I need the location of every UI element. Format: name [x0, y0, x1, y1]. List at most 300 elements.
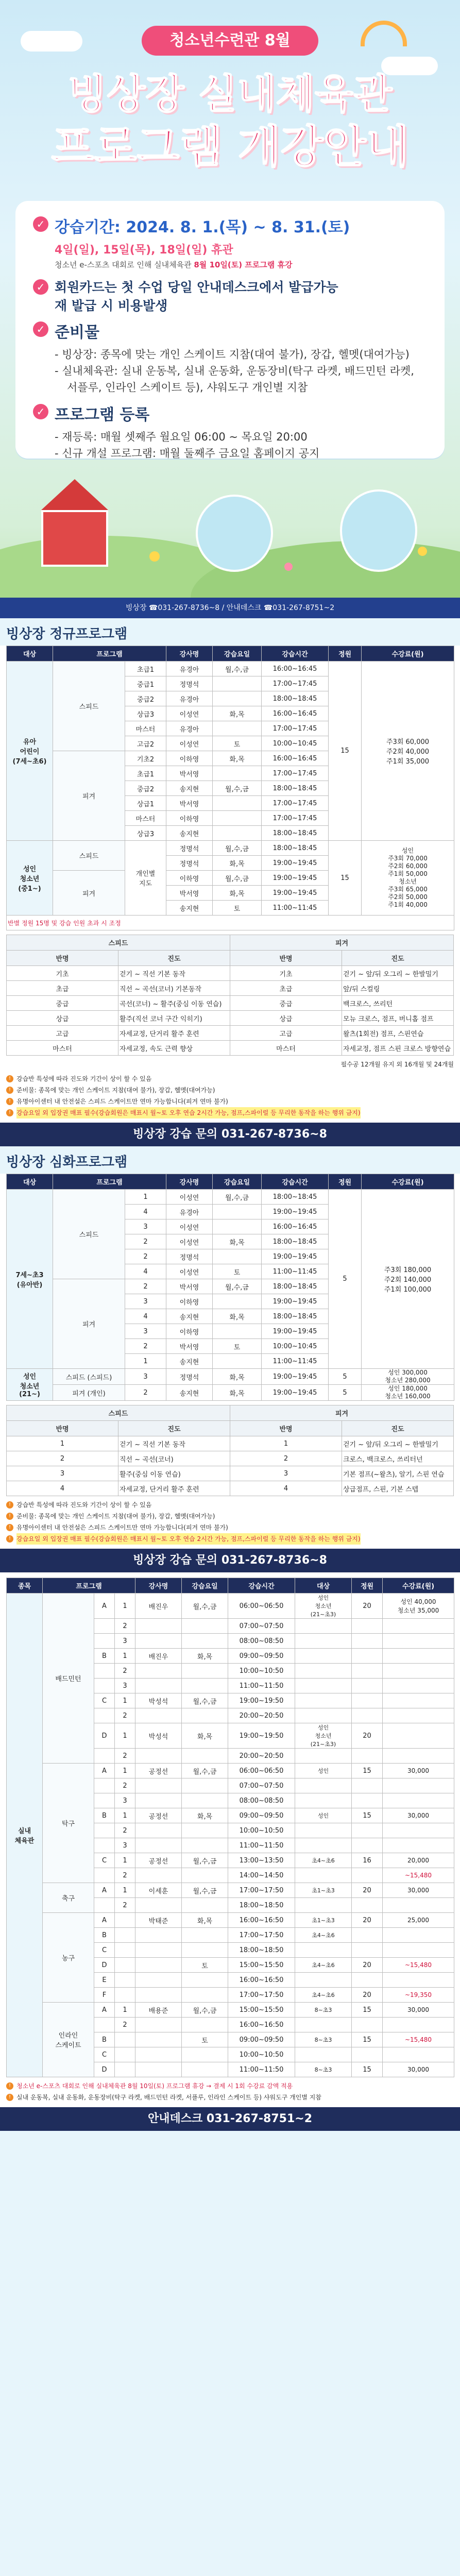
session-cell: 1	[115, 1649, 135, 1664]
legend-cell: 걷기 ~ 앞/뒤 오그리 ~ 한발밀기	[342, 1436, 454, 1451]
class-cell	[94, 1634, 115, 1649]
note-item	[6, 2092, 454, 2103]
days-cell: 화,목	[213, 856, 262, 871]
class-cell: D	[94, 2062, 115, 2077]
note-text: 강습반 특성에 따라 진도와 기간이 상이 할 수 있음	[16, 1075, 152, 1082]
days-cell	[213, 766, 262, 781]
note-text: 유명아이센터 내 안전설은 스피드 스케이트만 연마 가능합니다(피겨 연마 불가)	[16, 1524, 228, 1531]
instructor-cell: 송지현	[166, 901, 213, 916]
table-row	[7, 1883, 454, 1898]
capacity-cell: 15	[352, 2032, 383, 2047]
legend-cell: 초급	[230, 981, 342, 996]
section-title: 빙상장 정규프로그램	[0, 618, 460, 646]
legend-cell: 3	[7, 1466, 118, 1481]
target-cell	[295, 1823, 352, 1838]
session-cell: 2	[115, 1778, 135, 1793]
fee-cell	[383, 1679, 454, 1693]
prep-title: 준비물	[55, 324, 99, 342]
time-cell: 18:00~18:45	[262, 1279, 329, 1294]
time-cell: 17:00~17:45	[262, 676, 329, 691]
instructor-cell	[135, 1928, 182, 1943]
time-cell: 10:00~10:50	[228, 1823, 295, 1838]
time-cell: 18:00~18:45	[262, 826, 329, 841]
session-cell	[115, 2032, 135, 2047]
capacity-cell	[352, 1634, 383, 1649]
target-cell	[295, 1693, 352, 1708]
capacity-cell: 5	[329, 1369, 362, 1385]
legend-figure-title: 피겨	[230, 1405, 454, 1421]
warning-icon: !	[6, 1109, 13, 1116]
days-cell: 월,수,금	[213, 662, 262, 676]
check-icon: ✓	[33, 216, 48, 232]
col-header: 수강료(원)	[383, 1578, 454, 1594]
level-cell: 2	[125, 1234, 166, 1249]
col-header: 반명	[7, 1421, 118, 1436]
fee-cell: 30,000	[383, 2062, 454, 2077]
session-cell: 1	[115, 1808, 135, 1823]
section-title: 빙상장 심화프로그램	[0, 1146, 460, 1174]
session-cell: 2	[115, 1664, 135, 1679]
advanced-program-table	[6, 1174, 454, 1401]
instructor-cell: 공정선	[135, 1853, 182, 1868]
level-cell: 고급2	[125, 736, 166, 751]
days-cell	[182, 1943, 228, 1958]
table-row	[7, 1436, 454, 1451]
instructor-cell: 공정선	[135, 1764, 182, 1778]
legend-cell: 자세교정, 단거리 활주 훈련	[118, 1481, 230, 1496]
fee-cell: 20,000	[383, 1853, 454, 1868]
days-cell	[213, 1324, 262, 1339]
legend-cell: 자세교정, 속도 근력 향상	[118, 1041, 230, 1056]
time-cell: 10:00~10:45	[262, 1339, 329, 1354]
legend-cell: 마스터	[7, 1041, 118, 1056]
col-header: 진도	[342, 1421, 454, 1436]
fee-cell: 주3회 180,000 주2회 140,000 주1회 100,000	[362, 1190, 454, 1369]
col-header: 대상	[7, 646, 53, 662]
time-cell: 13:00~13:50	[228, 1853, 295, 1868]
fee-cell: ~15,480	[383, 1958, 454, 1973]
instructor-cell	[135, 2062, 182, 2077]
legend-cell: 3	[230, 1466, 342, 1481]
instructor-cell: 이하영	[166, 751, 213, 766]
instructor-cell: 이성연	[166, 1264, 213, 1279]
time-cell: 16:00~16:45	[262, 706, 329, 721]
note-item	[6, 1084, 454, 1096]
days-cell	[182, 1973, 228, 1988]
capacity-cell	[352, 1943, 383, 1958]
fee-cell: ~19,350	[383, 1988, 454, 2003]
hero-title-line2: 프로그램 개강안내	[51, 121, 409, 173]
capacity-cell: 15	[352, 2003, 383, 2018]
time-cell: 06:00~06:50	[228, 1594, 295, 1619]
legend-cell: 기본 점프(~왈츠), 알기, 스핀 연습	[342, 1466, 454, 1481]
days-cell: 월,수,금	[213, 1279, 262, 1294]
instructor-cell: 이성연	[166, 736, 213, 751]
instructor-cell	[135, 1973, 182, 1988]
days-cell	[213, 1219, 262, 1234]
section-advanced-program	[0, 1146, 460, 1572]
note-text: 준비물: 종목에 맞는 개인 스케이트 지참(대여 불가), 장갑, 헬멧(대여가능)	[16, 1513, 215, 1520]
days-cell	[213, 1249, 262, 1264]
note-text: 실내 운동복, 실내 운동화, 운동장비(탁구 라켓, 배드민턴 라켓, 서플루, 인라인 스케이트 등) 샤워도구 개인별 지참	[16, 2094, 321, 2101]
days-cell	[182, 1634, 228, 1649]
capacity-cell: 5	[329, 1385, 362, 1401]
col-header: 프로그램	[53, 646, 166, 662]
target-cell: 성인 청소년 (21~초3)	[295, 1723, 352, 1749]
fee-cell: 30,000	[383, 2003, 454, 2018]
col-header: 대상	[295, 1578, 352, 1594]
target-cell	[295, 2018, 352, 2032]
session-cell: 2	[115, 1823, 135, 1838]
legend-cell: 걷기 ~ 직선 기본 동작	[118, 1436, 230, 1451]
section-regular-program	[0, 618, 460, 1146]
instructor-cell: 공정선	[135, 1808, 182, 1823]
fee-cell	[383, 1928, 454, 1943]
time-cell: 15:00~15:50	[228, 2003, 295, 2018]
target-cell	[295, 1838, 352, 1853]
legend-cell: 곡선(코너) ~ 활주(중심 이동 연습)	[118, 996, 230, 1011]
session-cell: 1	[115, 1853, 135, 1868]
time-cell: 19:00~19:45	[262, 1294, 329, 1309]
legend-cell: 4	[230, 1481, 342, 1496]
hero-banner	[0, 0, 460, 618]
instructor-cell: 박서영	[166, 1339, 213, 1354]
target-cell	[295, 1619, 352, 1634]
instructor-cell: 박성석	[135, 1693, 182, 1708]
class-cell: C	[94, 2047, 115, 2062]
days-cell: 월,수,금	[182, 1594, 228, 1619]
days-cell	[213, 721, 262, 736]
days-cell	[182, 1664, 228, 1679]
fee-cell: 30,000	[383, 1883, 454, 1898]
days-cell	[213, 676, 262, 691]
col-header: 강습요일	[213, 646, 262, 662]
instructor-cell: 유경아	[166, 1205, 213, 1219]
capacity-cell	[352, 1778, 383, 1793]
instructor-cell: 이하영	[166, 871, 213, 886]
target-cell: 8~초3	[295, 2032, 352, 2047]
days-cell	[182, 1619, 228, 1634]
legend-cell: 중급	[230, 996, 342, 1011]
time-cell: 19:00~19:45	[262, 1324, 329, 1339]
class-cell: F	[94, 1988, 115, 2003]
session-cell: 1	[115, 1594, 135, 1619]
col-header: 반명	[230, 1421, 342, 1436]
note-item	[6, 1096, 454, 1107]
legend-cell: 활주(중심 이동 연습)	[118, 1466, 230, 1481]
instructor-cell: 유경아	[166, 721, 213, 736]
note-text: 강습요일 외 입장권 매표 필수(강습회원은 매표시 월~토 오후 연습 2시간 가능, 점프,스파이럴 등 무리한 동작을 하는 행위 금지)	[16, 1107, 361, 1118]
table-row	[7, 1041, 454, 1056]
time-cell: 17:00~17:45	[262, 721, 329, 736]
program-cell: 스피드	[53, 662, 125, 751]
mascot-skater-icon	[196, 495, 273, 572]
capacity-cell: 20	[352, 1958, 383, 1973]
time-cell: 10:00~10:45	[262, 736, 329, 751]
target-cell: 유아 어린이 (7세~초6)	[7, 662, 53, 841]
time-cell: 19:00~19:45	[262, 856, 329, 871]
time-cell: 10:00~10:50	[228, 1664, 295, 1679]
session-cell	[115, 1988, 135, 2003]
class-cell: A	[94, 2003, 115, 2018]
col-header: 반명	[230, 951, 342, 966]
col-header: 강습요일	[182, 1578, 228, 1594]
class-cell: A	[94, 1764, 115, 1778]
warning-icon: !	[6, 1075, 13, 1082]
time-cell: 19:00~19:45	[262, 871, 329, 886]
col-header: 진도	[118, 951, 230, 966]
session-cell: 2	[115, 2018, 135, 2032]
time-cell: 19:00~19:45	[262, 1249, 329, 1264]
legend-cell: 걷기 ~ 직선 기본 동작	[118, 966, 230, 981]
session-cell: 2	[115, 1749, 135, 1764]
program-cell: 축구	[43, 1883, 94, 1913]
prep-row	[33, 319, 427, 342]
days-cell: 월,수,금	[213, 841, 262, 856]
table-row	[7, 1026, 454, 1041]
target-cell: 초1~초3	[295, 1913, 352, 1928]
days-cell: 토	[182, 2032, 228, 2047]
level-cell: 4	[125, 1264, 166, 1279]
inquiry-bar: 빙상장 강습 문의 031-267-8736~8	[0, 1549, 460, 1572]
instructor-cell	[135, 1708, 182, 1723]
time-cell: 17:00~17:50	[228, 1928, 295, 1943]
days-cell	[213, 1205, 262, 1219]
time-cell: 18:00~18:45	[262, 841, 329, 856]
level-cell: 4	[125, 1205, 166, 1219]
prep-line1: - 빙상장: 종목에 맞는 개인 스케이트 지참(대여 불가), 장갑, 헬멧(대여가능)	[55, 348, 410, 361]
program-cell: 피겨	[53, 751, 125, 841]
col-header: 강사명	[166, 1174, 213, 1190]
days-cell: 화,목	[182, 1808, 228, 1823]
col-header: 강사명	[135, 1578, 182, 1594]
class-cell	[94, 1838, 115, 1853]
time-cell: 19:00~19:45	[262, 1205, 329, 1219]
instructor-cell	[135, 1619, 182, 1634]
table-row	[7, 1594, 454, 1619]
warning-icon: !	[6, 1535, 13, 1543]
level-cell: 마스터	[125, 721, 166, 736]
time-cell: 15:00~15:50	[228, 1958, 295, 1973]
days-cell: 화,목	[182, 1913, 228, 1928]
warning-icon: !	[6, 1087, 13, 1094]
legend-cell: 2	[230, 1451, 342, 1466]
time-cell: 19:00~19:45	[262, 886, 329, 901]
capacity-cell	[352, 1649, 383, 1664]
capacity-cell	[352, 1693, 383, 1708]
level-cell: 초급1	[125, 662, 166, 676]
time-cell: 08:00~08:50	[228, 1634, 295, 1649]
capacity-cell	[352, 1928, 383, 1943]
hero-badge: 청소년수련관 8월	[142, 26, 318, 56]
target-cell	[295, 1649, 352, 1664]
program-cell: 피겨	[53, 1279, 125, 1369]
target-cell	[295, 1679, 352, 1693]
level-cell: 중급2	[125, 691, 166, 706]
target-cell	[295, 1708, 352, 1723]
session-cell	[115, 2047, 135, 2062]
time-cell: 20:00~20:50	[228, 1749, 295, 1764]
col-header: 종목	[7, 1578, 43, 1594]
col-header: 정원	[329, 1174, 362, 1190]
days-cell: 월,수,금	[213, 1190, 262, 1205]
class-cell	[94, 1619, 115, 1634]
table-row	[7, 1451, 454, 1466]
note-text: 유명아이센터 내 안전설은 스피드 스케이트만 연마 가능합니다(피겨 연마 불가)	[16, 1098, 228, 1105]
class-cell: D	[94, 1958, 115, 1973]
time-cell: 18:00~18:45	[262, 691, 329, 706]
hero-title-line1: 빙상장 실내체육관	[67, 71, 393, 117]
col-header: 수강료(원)	[362, 646, 454, 662]
instructor-cell	[135, 1943, 182, 1958]
instructor-cell: 배진우	[135, 1649, 182, 1664]
days-cell: 화,목	[213, 1309, 262, 1324]
class-cell	[94, 2018, 115, 2032]
capacity-cell	[352, 1838, 383, 1853]
target-cell: 초1~초3	[295, 1883, 352, 1898]
reg-line1: - 재등록: 매월 셋째주 월요일 06:00 ~ 목요일 20:00	[55, 431, 308, 443]
instructor-cell: 박서영	[166, 766, 213, 781]
instructor-cell	[135, 1778, 182, 1793]
instructor-cell: 정명석	[166, 841, 213, 856]
capacity-cell	[352, 1823, 383, 1838]
legend-cell: 왈츠(1회전) 점프, 스핀연습	[342, 1026, 454, 1041]
time-cell: 09:00~09:50	[228, 1808, 295, 1823]
capacity-cell	[352, 1898, 383, 1913]
target-cell	[295, 1749, 352, 1764]
warning-icon: !	[6, 1098, 13, 1105]
legend-cell: 4	[7, 1481, 118, 1496]
fee-cell: 30,000	[383, 1808, 454, 1823]
level-cell: 개인별 지도	[125, 841, 166, 916]
session-cell: 3	[115, 1793, 135, 1808]
class-cell: B	[94, 1928, 115, 1943]
days-cell	[182, 1793, 228, 1808]
capacity-cell: 15	[352, 2062, 383, 2077]
level-cell: 중급2	[125, 781, 166, 796]
session-cell: 2	[115, 1868, 135, 1883]
table-row	[7, 1466, 454, 1481]
warning-icon: !	[6, 1513, 13, 1520]
session-cell	[115, 1943, 135, 1958]
instructor-cell: 이하영	[166, 1324, 213, 1339]
target-cell	[295, 1793, 352, 1808]
fee-cell: 성인 주3회 70,000 주2회 60,000 주1회 50,000 청소년 주3회 65,000 주2회 50,000 주1회 40,000	[362, 841, 454, 916]
note-item	[6, 1522, 454, 1533]
level-cell: 4	[125, 1309, 166, 1324]
col-header: 정원	[352, 1578, 383, 1594]
session-cell	[115, 1973, 135, 1988]
capacity-cell: 20	[352, 1913, 383, 1928]
target-cell: 초4~초6	[295, 1853, 352, 1868]
time-cell: 11:00~11:50	[228, 1679, 295, 1693]
instructor-cell	[135, 1958, 182, 1973]
days-cell: 토	[213, 1264, 262, 1279]
legend-cell: 걷기 ~ 앞/뒤 오그리 ~ 한발밀기	[342, 966, 454, 981]
time-cell: 11:00~11:45	[262, 1264, 329, 1279]
time-cell: 11:00~11:50	[228, 2062, 295, 2077]
period-label: 강습기간: 2024. 8. 1.(목) ~ 8. 31.(토)	[55, 218, 350, 236]
table-row	[7, 662, 454, 676]
fee-cell	[383, 1634, 454, 1649]
legend-cell: 상급	[230, 1011, 342, 1026]
col-header: 대상	[7, 1174, 53, 1190]
days-cell	[213, 1354, 262, 1369]
regular-program-table	[6, 646, 454, 930]
fee-cell: 25,000	[383, 1913, 454, 1928]
target-cell: 7세~초3 (유아반)	[7, 1190, 53, 1369]
capacity-cell: 15	[352, 1808, 383, 1823]
session-cell: 2	[115, 1898, 135, 1913]
days-cell: 월,수,금	[182, 1693, 228, 1708]
col-header: 강사명	[166, 646, 213, 662]
target-cell	[295, 1973, 352, 1988]
col-header: 프로그램	[43, 1578, 135, 1594]
table-row	[7, 916, 454, 930]
instructor-cell: 송지현	[166, 826, 213, 841]
legend-cell: 크로스, 백크로스, 쓰리터넌	[342, 1451, 454, 1466]
fee-cell	[383, 1619, 454, 1634]
legend-cell: 1	[7, 1436, 118, 1451]
class-cell	[94, 1823, 115, 1838]
days-cell	[182, 2062, 228, 2077]
time-cell: 16:00~16:45	[262, 662, 329, 676]
class-cell: D	[94, 1723, 115, 1749]
session-cell: 1	[115, 1723, 135, 1749]
notes	[6, 1073, 454, 1118]
target-cell: 초4~초6	[295, 1958, 352, 1973]
class-cell: B	[94, 1808, 115, 1823]
note-item	[6, 1073, 454, 1084]
warning-icon: !	[6, 1524, 13, 1531]
legend-figure-title: 피겨	[230, 935, 454, 951]
days-cell: 화,목	[213, 1369, 262, 1385]
days-cell: 월,수,금	[182, 1764, 228, 1778]
contact-bar: 빙상장 ☎031-267-8736~8 / 안내데스크 ☎031-267-8751~2	[0, 598, 460, 618]
check-icon: ✓	[33, 279, 48, 295]
time-cell: 06:00~06:50	[228, 1764, 295, 1778]
instructor-cell: 송지현	[166, 1309, 213, 1324]
time-cell: 18:00~18:45	[262, 1234, 329, 1249]
instructor-cell: 박태준	[135, 1913, 182, 1928]
advanced-legend-table	[6, 1405, 454, 1496]
days-cell: 화,목	[213, 751, 262, 766]
fee-cell	[383, 1823, 454, 1838]
warning-icon: !	[6, 2094, 13, 2101]
legend-cell: 상급	[7, 1011, 118, 1026]
class-cell: A	[94, 1883, 115, 1898]
target-cell: 8~초3	[295, 2003, 352, 2018]
time-cell: 18:00~18:50	[228, 1943, 295, 1958]
days-cell: 월,수,금	[213, 781, 262, 796]
days-cell	[182, 2018, 228, 2032]
class-cell: A	[94, 1913, 115, 1928]
fee-cell: ~15,480	[383, 1868, 454, 1883]
time-cell: 17:00~17:50	[228, 1988, 295, 2003]
time-cell: 07:00~07:50	[228, 1778, 295, 1793]
fee-cell: 성인 300,000 청소년 280,000	[362, 1369, 454, 1385]
capacity-cell	[352, 1679, 383, 1693]
level-cell: 1	[125, 1354, 166, 1369]
col-header: 정원	[329, 646, 362, 662]
days-cell	[182, 1838, 228, 1853]
table-row	[7, 2003, 454, 2018]
legend-cell: 활주(직선 코너 구간 익히기)	[118, 1011, 230, 1026]
capacity-cell	[352, 1973, 383, 1988]
days-cell	[182, 1708, 228, 1723]
instructor-cell: 이하영	[166, 811, 213, 826]
target-cell	[295, 1898, 352, 1913]
